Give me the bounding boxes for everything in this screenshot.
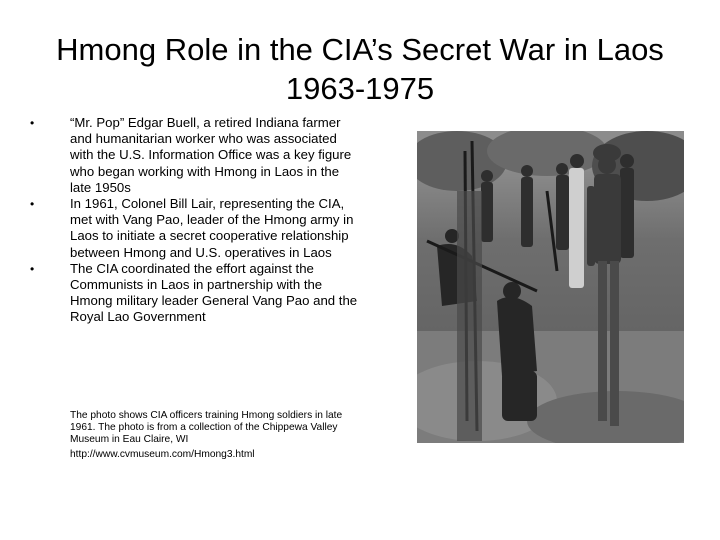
bullet-text: The CIA coordinated the effort against the Communists in Laos in partnership with the Hmong military leader General Vang Pao and the Royal Lao Government (70, 260, 358, 325)
training-photo (417, 131, 684, 443)
bullet-icon: • (30, 197, 35, 212)
caption-text: The photo shows CIA officers training Hmong soldiers in late 1961. The photo is from a collection of the Chippewa Valley Museum in Eau Claire, WI (70, 410, 343, 445)
bullet-item-coordination (30, 261, 360, 326)
bullet-text: “Mr. Pop” Edgar Buell, a retired Indiana farmer and humanitarian worker who was associated with the U.S. Information Office was a key figure who began working with Hmong in Laos in the late 1950s (70, 115, 352, 195)
bullet-icon: • (30, 261, 35, 276)
bullet-text: In 1961, Colonel Bill Lair, representing the CIA, met with Vang Pao, leader of the Hmong army in Laos to initiate a secret cooperative relationship between Hmong and U.S. operatives in Laos (70, 196, 354, 260)
bullet-icon: • (30, 116, 35, 130)
bullet-item-lair (30, 196, 360, 261)
slide-title (0, 30, 720, 108)
source-url: http://www.cvmuseum.com/Hmong3.html (70, 449, 255, 461)
title-line-2: 1963-1975 (285, 71, 435, 106)
bullet-item-buell (30, 115, 360, 196)
title-line-1: Hmong Role in the CIA’s Secret War in Laos (56, 32, 664, 67)
bullet-list (30, 115, 360, 326)
photo-caption (70, 410, 370, 461)
